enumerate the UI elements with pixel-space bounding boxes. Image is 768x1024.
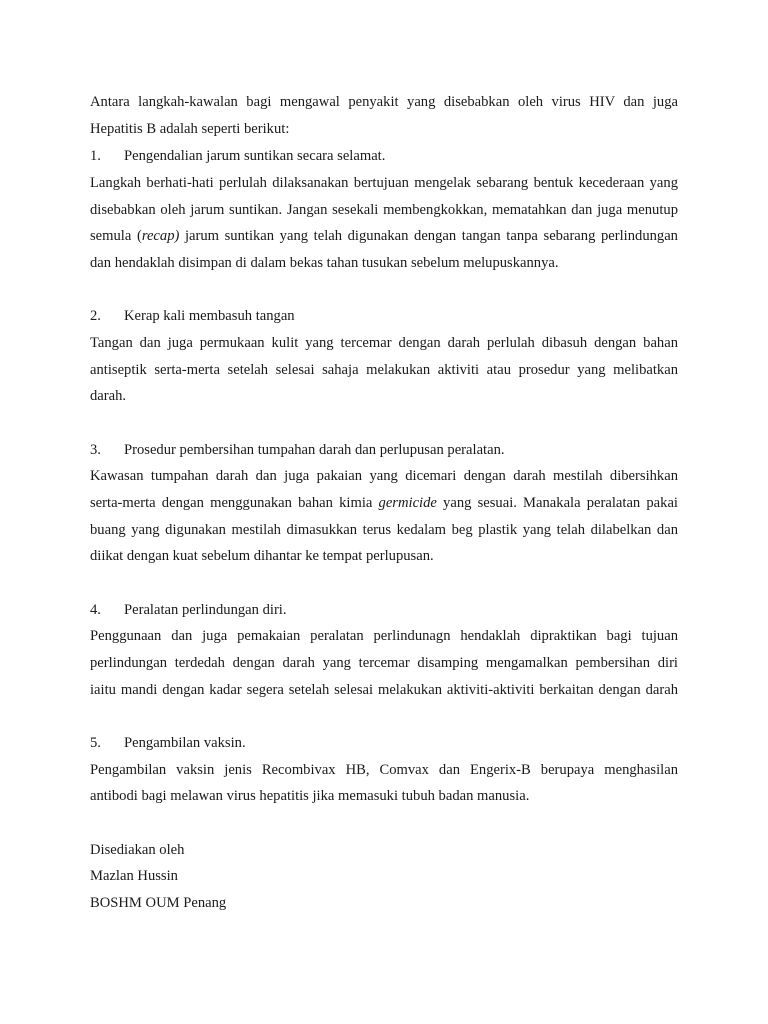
author-organization: BOSHM OUM Penang xyxy=(90,895,227,911)
item-3-line-1: Kawasan tumpahan darah dan juga pakaian yang dicemari dengan darah mestilah dibersihkan xyxy=(90,468,678,484)
item-3-number: 3. xyxy=(90,442,101,458)
item-2-title: Kerap kali membasuh tangan xyxy=(124,308,295,324)
item-5-title: Pengambilan vaksin. xyxy=(124,735,246,751)
item-1-line-3-pre: semula ( xyxy=(90,228,142,244)
item-2-line-2: antiseptik serta-merta setelah selesai sahaja melakukan aktiviti atau prosedur yang melibatkan xyxy=(90,362,678,378)
item-4-title: Peralatan perlindungan diri. xyxy=(124,602,287,618)
item-1-number: 1. xyxy=(90,148,101,164)
item-2-number: 2. xyxy=(90,308,101,324)
item-3-line-4: diikat dengan kuat sebelum dihantar ke tempat perlupusan. xyxy=(90,548,434,564)
item-1-line-4: dan hendaklah disimpan di dalam bekas tahan tusukan sebelum melupuskannya. xyxy=(90,255,559,271)
item-4-line-3: iaitu mandi dengan kadar segera setelah selesai melakukan aktiviti-aktiviti berkaitan dengan darah xyxy=(90,682,678,698)
item-3-line-2 xyxy=(90,493,678,513)
item-1-line-3-post: jarum suntikan yang telah digunakan dengan tangan tanpa sebarang perlindungan xyxy=(179,228,678,244)
item-3-heading xyxy=(90,440,678,460)
item-1-heading xyxy=(90,146,678,166)
item-2-line-1: Tangan dan juga permukaan kulit yang tercemar dengan darah perlulah dibasuh dengan bahan xyxy=(90,335,678,351)
item-2-heading xyxy=(90,306,678,326)
germicide-term: germicide xyxy=(378,495,437,511)
item-3-line-3: buang yang digunakan mestilah dimasukkan terus kedalam beg plastik yang telah dilabelkan dan xyxy=(90,522,678,538)
item-5-number: 5. xyxy=(90,735,101,751)
item-4-line-2: perlindungan terdedah dengan darah yang tercemar disamping mengamalkan pembersihan diri xyxy=(90,655,678,671)
item-3-title: Prosedur pembersihan tumpahan darah dan perlupusan peralatan. xyxy=(124,442,505,458)
item-2-line-3: darah. xyxy=(90,388,127,404)
item-4-line-1: Penggunaan dan juga pemakaian peralatan perlindunagn hendaklah dipraktikan bagi tujuan xyxy=(90,628,678,644)
author-name: Mazlan Hussin xyxy=(90,868,178,884)
item-1-line-3 xyxy=(90,226,678,246)
item-3-line-2-post: yang sesuai. Manakala peralatan pakai xyxy=(436,495,678,511)
item-5-line-2: antibodi bagi melawan virus hepatitis jika memasuki tubuh badan manusia. xyxy=(90,788,530,804)
item-1-title: Pengendalian jarum suntikan secara selamat. xyxy=(124,148,386,164)
intro-line-1: Antara langkah-kawalan bagi mengawal penyakit yang disebabkan oleh virus HIV dan juga xyxy=(90,94,678,110)
recap-term: recap) xyxy=(141,228,180,244)
item-3-line-2-pre: serta-merta dengan menggunakan bahan kimia xyxy=(90,495,379,511)
item-1-line-2: disebabkan oleh jarum suntikan. Jangan sesekali membengkokkan, mematahkan dan juga menutup xyxy=(90,202,678,218)
item-4-number: 4. xyxy=(90,602,101,618)
item-5-heading xyxy=(90,733,678,753)
intro-line-2: Hepatitis B adalah seperti berikut: xyxy=(90,121,290,137)
item-4-heading xyxy=(90,600,678,620)
item-1-line-1: Langkah berhati-hati perlulah dilaksanakan bertujuan mengelak sebarang bentuk kecederaan yang xyxy=(90,175,678,191)
item-5-line-1: Pengambilan vaksin jenis Recombivax HB, Comvax dan Engerix-B berupaya menghasilan xyxy=(90,762,678,778)
prepared-by-label: Disediakan oleh xyxy=(90,842,185,858)
